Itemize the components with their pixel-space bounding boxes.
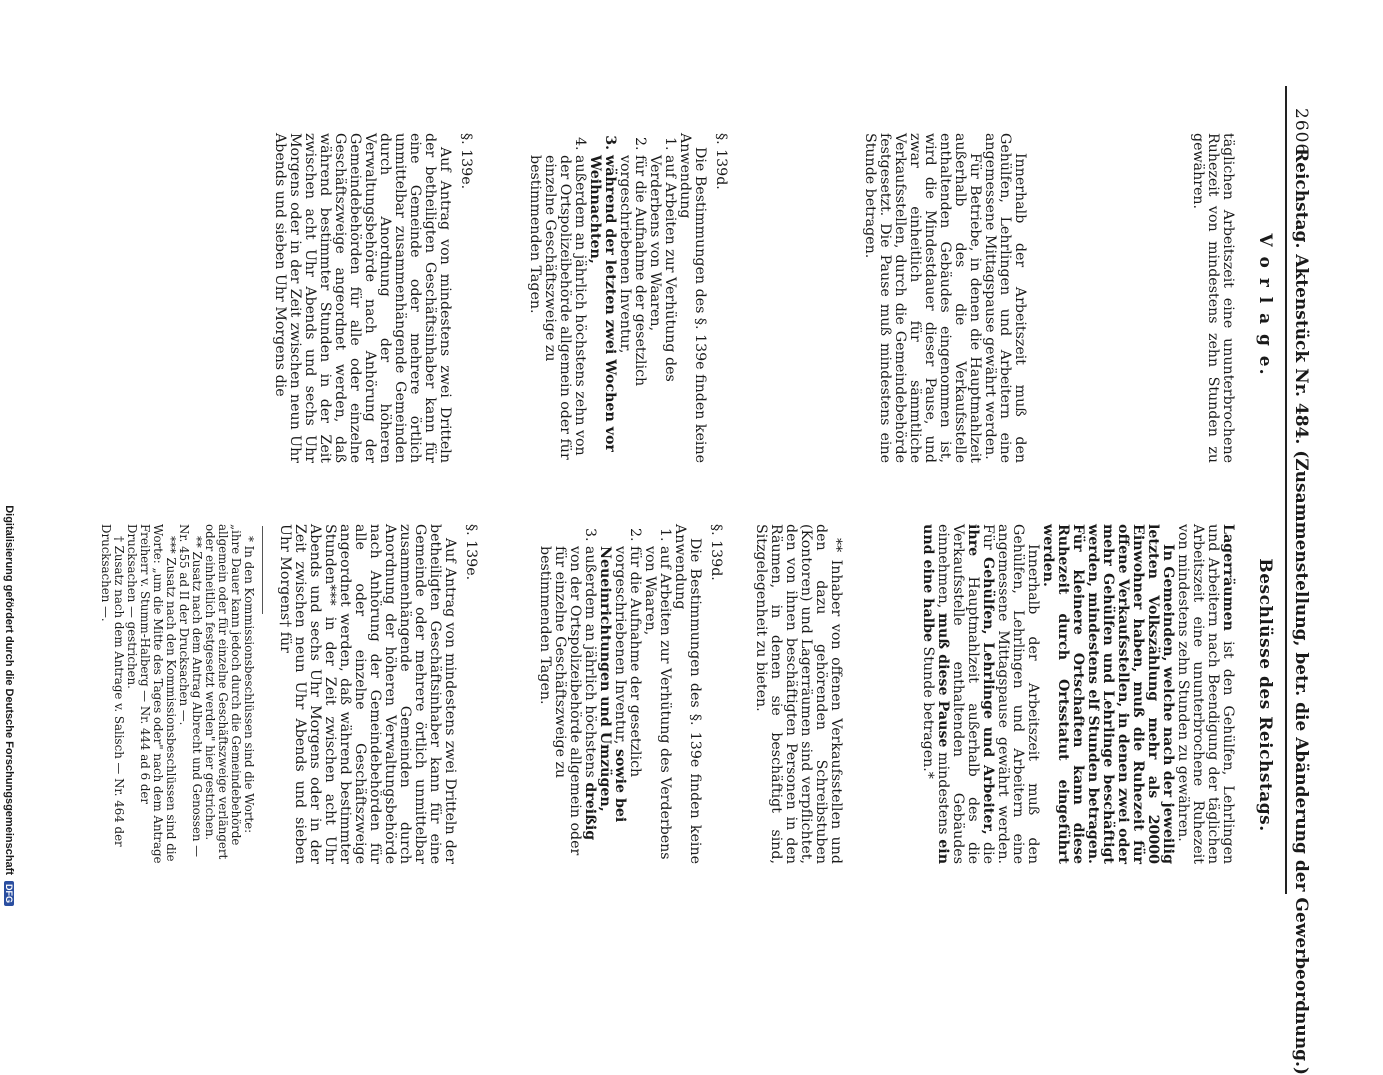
- beschluesse-note-text: ** Inhaber von offenen Verkaufsstellen und den dazu gehörenden Schreibstuben (Kontoren) und Lagerräumen sind verpflichtet, den von ihnen beschäftigten Personen in den Räumen, in denen sie beschäftigt sind, Sitzgelegenheit zu bieten.: [753, 524, 844, 864]
- pause-text-bold: Gehülfen, Lehrlinge und Arbeiter,: [980, 557, 996, 835]
- beschluesse-s139e: [277, 524, 478, 864]
- vorlage-intro: [1190, 133, 1235, 463]
- vorlage-s139d-list: [527, 133, 677, 463]
- pause-text-bold: ein und eine halbe: [920, 524, 951, 865]
- list-item: 3. während der letzten zwei Wochen vor Weihnachten,: [587, 155, 617, 463]
- footnote: *** Zusatz nach den Kommissionsbeschlüssen sind die Worte: „um die Mitte des Tages oder" nach dem Antrage Freiherr v. Stumm-Halberg — Nr. 444 ad 6 der Drucksachen — gestrichen.: [125, 524, 178, 864]
- digitization-note: [3, 94, 15, 906]
- vorlage-heading: V o r l a g e.: [1255, 233, 1275, 377]
- digitization-text: Digitalisierung gefördert durch die Deutsche Forschungsgemeinschaft: [3, 505, 15, 875]
- page-header: [1281, 0, 1321, 1075]
- pause-text-part: mindestens: [935, 752, 951, 835]
- beschluesse-pause-text: [920, 524, 1040, 864]
- beschluesse-intro-bold: Lagerräumen: [1220, 524, 1236, 631]
- beschluesse-heading: Beschlüsse des Reichstags.: [1255, 558, 1275, 832]
- dfg-logo: DFG: [4, 881, 14, 906]
- footnote: * In den Kommissionsbeschlüssen sind die Worte: „ihre Dauer kann jedoch durch die Gemeindebehörde allgemein oder für einzelne Geschäftszweige verlängert oder einheitlich festgesetzt werden" hier gestrichen.: [203, 524, 256, 860]
- list-item: 4. außerdem an jährlich höchstens zehn von der Ortspolizeibehörde allgemein oder für einzelne Geschäftszweige zu bestimmenden Tagen.: [527, 155, 587, 463]
- list-item: 2. für die Aufnahme der gesetzlich vorgeschriebenen Inventur,: [617, 155, 647, 463]
- list-item-text: außerdem an jährlich höchstens: [582, 546, 598, 778]
- beschluesse-s139d: [537, 524, 723, 864]
- page-number: 2606: [1291, 108, 1311, 156]
- list-item-bold: sowie bei Neueinrichtungen und Umzügen,: [597, 546, 628, 823]
- footnote-rule: [262, 526, 263, 614]
- list-item-text: von der Ortspolizeibehörde allgemein oder für einzelne Geschäftszweige zu bestimmenden Tagen.: [537, 546, 583, 856]
- beschluesse-s139e-heading: §. 139e.: [463, 524, 479, 581]
- vorlage-intro-text: täglichen Arbeitszeit eine ununterbrochene Ruhezeit von mindestens zehn Stunden zu gewähren.: [1190, 133, 1236, 463]
- pause-text-part: Hauptmahlzeit außerhalb des die Verkaufsstelle enthaltenden Gebäudes einnehmen,: [935, 524, 981, 865]
- list-item: [597, 546, 642, 864]
- pause-text-part: Innerhalb der Arbeitszeit muß den Gehülfen, Lehrlingen und Arbeitern eine angemessene Mittagspause gewährt werden. Für: [980, 524, 1041, 864]
- list-item: [537, 546, 597, 864]
- pause-text-part: Stunde betragen.*: [920, 646, 936, 779]
- header-rule: [1285, 86, 1287, 894]
- list-item: 1. auf Arbeiten zur Verhütung des Verderbens von Waaren,: [642, 546, 672, 864]
- list-item: 1. auf Arbeiten zur Verhütung des Verderbens von Waaren,: [647, 155, 677, 463]
- beschluesse-s139d-heading: §. 139d.: [708, 524, 724, 581]
- vorlage-s139e-heading: §. 139e.: [458, 133, 474, 190]
- footnote: † Zusatz nach dem Antrage v. Salisch — Nr. 464 der Drucksachen —.: [99, 524, 126, 847]
- beschluesse-intro-text: ist den Gehülfen, Lehrlingen und Arbeitern nach Beendigung der täglichen Arbeitszeit eine ununterbrochene Ruhezeit von mindestens zehn Stunden zu gewähren.: [1175, 524, 1236, 864]
- vorlage-s139e-text: Auf Antrag von mindestens zwei Dritteln der betheiligten Geschäftsinhaber kann für eine Gemeinde oder mehrere örtlich unmittelbar zusammenhängende Gemeinden durch Anordnung der höheren Verwaltungsbehörde nach Anhörung der Gemeindebehörden für alle oder einzelne Geschäftszweige angeordnet werden, daß während bestimmter Stunden in der Zeit zwischen acht Uhr Abends und sechs Uhr Morgens oder in der Zeit zwischen neun Uhr Abends und sieben Uhr Morgens die: [272, 133, 453, 463]
- pause-text-part: die: [980, 842, 996, 865]
- footnotes: [99, 524, 255, 864]
- beschluesse-sitzgelegenheit: [753, 524, 843, 864]
- footnote: ** Zusatz nach dem Antrag Albrecht und Genossen — Nr. 455 ad II der Drucksachen —.: [177, 524, 204, 858]
- vorlage-s139d-heading: §. 139d.: [713, 133, 729, 190]
- list-item-bold: dreißig: [582, 782, 598, 841]
- beschluesse-s139d-list: [537, 524, 672, 864]
- beschluesse-s139d-intro: Die Bestimmungen des §. 139e finden keine Anwendung: [672, 524, 703, 864]
- beschluesse-gemeinden-text: In Gemeinden, welche nach der jeweilig letzten Volkszählung mehr als 20000 Einwohner haben, muß die Ruhezeit für offene Verkaufsstellen, in denen zwei oder mehr Gehülfen und Lehrlinge beschäftigt werden, mindestens elf Stunden betragen. Für kleinere Ortschaften kann diese Ruhezeit durch Ortsstatut eingeführt werden.: [1040, 524, 1176, 864]
- vorlage-pause-text: Innerhalb der Arbeitszeit muß den Gehülfen, Lehrlingen und Arbeitern eine angemessene Mittagspause gewährt werden.: [982, 133, 1028, 463]
- vorlage-s139e: [272, 133, 473, 463]
- beschluesse-ruhezeit: [920, 524, 1235, 864]
- header-title: Reichstag. Aktenstück Nr. 484. (Zusammenstellung, betr. die Abänderung der Gewerbeordnung.): [1291, 148, 1311, 1075]
- vorlage-s139d: [527, 133, 728, 463]
- vorlage-betriebe-text: Für Betriebe, in denen die Hauptmahlzeit außerhalb des die Verkaufsstelle enthaltenden Gebäudes eingenommen ist, wird die Mindestdauer dieser Pause, und zwar einheitlich für sämmtliche Verkaufsstellen, durch die Gemeindebehörde festgesetzt. Die Pause muß mindestens eine Stunde betragen.: [862, 133, 983, 463]
- beschluesse-s139e-text: Auf Antrag von mindestens zwei Dritteln der betheiligten Geschäftsinhaber kann für eine Gemeinde oder mehrere örtlich unmittelbar zusammenhängende Gemeinden durch Anordnung der höheren Verwaltungsbehörde nach Anhörung der Gemeindebehörden für alle oder einzelne Geschäftszweige angeordnet werden, daß während bestimmter Stunden*** in der Zeit zwischen acht Uhr Abends und sechs Uhr Morgens oder in der Zeit zwischen neun Uhr Abends und sieben Uhr Morgens† für: [277, 524, 458, 864]
- list-item-text: für die Aufnahme der gesetzlich vorgeschriebenen Inventur,: [612, 546, 643, 778]
- pause-text-bold: ihre: [965, 524, 981, 557]
- vorlage-pause-section: [862, 133, 1027, 463]
- vorlage-s139d-intro: Die Bestimmungen des §. 139e finden keine Anwendung: [677, 133, 708, 463]
- pause-text-bold: muß diese Pause: [935, 612, 951, 748]
